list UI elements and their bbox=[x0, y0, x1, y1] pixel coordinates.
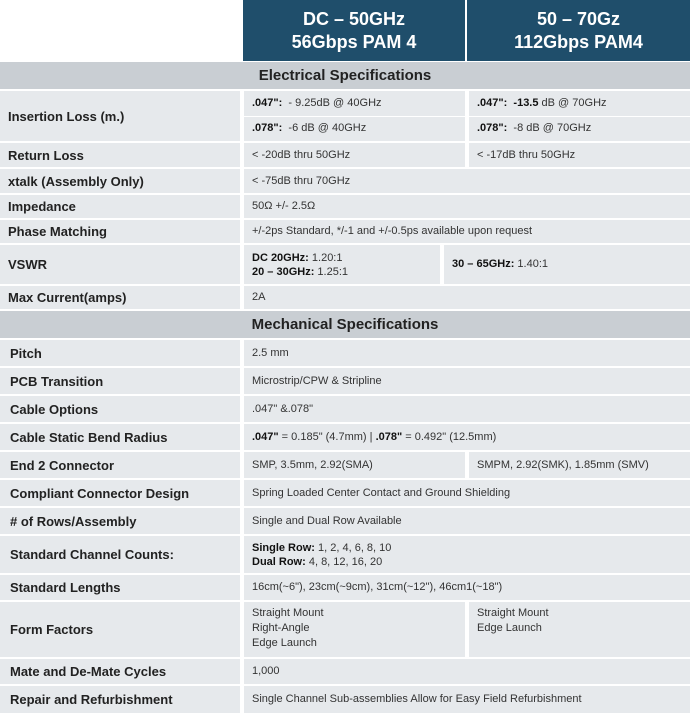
label-standard-lengths: Standard Lengths bbox=[0, 575, 242, 600]
cell-bend-radius bbox=[244, 424, 690, 450]
label-compliant-design: Compliant Connector Design bbox=[0, 480, 242, 506]
cell-vswr-low bbox=[244, 245, 442, 284]
label-pcb-transition: PCB Transition bbox=[0, 368, 242, 394]
vswr-30-65-value: 1.40:1 bbox=[514, 258, 549, 270]
insertion-loss-70-047-key: .047": bbox=[477, 96, 508, 109]
cell-insertion-loss-dc50 bbox=[244, 91, 467, 141]
cell-pcb-transition: Microstrip/CPW & Stripline bbox=[244, 368, 690, 394]
insertion-loss-047-key: .047": bbox=[252, 96, 283, 109]
vswr-dc20-key: DC 20GHz: bbox=[252, 251, 309, 264]
insertion-loss-078-key: .078": bbox=[252, 122, 283, 135]
label-insertion-loss: Insertion Loss (m.) bbox=[0, 91, 242, 141]
insertion-loss-70-047 bbox=[469, 91, 690, 117]
channel-single-value: 1, 2, 4, 6, 8, 10 bbox=[314, 541, 392, 554]
bend-047-key: .047" bbox=[252, 431, 279, 443]
cell-mate-cycles: 1,000 bbox=[244, 659, 690, 684]
header-col2-line2: 112Gbps PAM4 bbox=[514, 31, 643, 52]
channel-single-key: Single Row: bbox=[252, 541, 315, 554]
row-phase-matching bbox=[0, 220, 690, 244]
cell-channel-counts bbox=[244, 536, 690, 573]
row-vswr bbox=[0, 245, 690, 285]
row-compliant-design bbox=[0, 480, 690, 507]
cell-compliant-design: Spring Loaded Center Contact and Ground Shielding bbox=[244, 480, 690, 506]
channel-single-row bbox=[252, 541, 690, 555]
channel-dual-value: 4, 8, 12, 16, 20 bbox=[305, 555, 383, 568]
label-channel-counts: Standard Channel Counts: bbox=[0, 536, 242, 573]
channel-dual-key: Dual Row: bbox=[252, 555, 306, 568]
insertion-loss-dc50-047 bbox=[244, 91, 465, 117]
insertion-loss-70-047-num: -13.5 bbox=[507, 96, 539, 109]
insertion-loss-70-078 bbox=[469, 117, 690, 142]
label-end2-connector: End 2 Connector bbox=[0, 452, 242, 478]
label-impedance: Impedance bbox=[0, 195, 242, 218]
cell-rows-assembly: Single and Dual Row Available bbox=[244, 508, 690, 534]
label-return-loss: Return Loss bbox=[0, 143, 242, 167]
row-max-current bbox=[0, 286, 690, 310]
row-end2-connector bbox=[0, 452, 690, 479]
bend-078-value: = 0.492" (12.5mm) bbox=[402, 431, 497, 443]
form-straight-mount: Straight Mount bbox=[252, 607, 324, 619]
label-cable-options: Cable Options bbox=[0, 396, 242, 422]
cell-impedance: 50Ω +/- 2.5Ω bbox=[244, 195, 690, 218]
vswr-20-30-key: 20 – 30GHz: bbox=[252, 265, 315, 278]
vswr-dc20 bbox=[252, 251, 440, 265]
section-mechanical-title: Mechanical Specifications bbox=[251, 316, 439, 333]
vswr-30-65-key: 30 – 65GHz: bbox=[452, 258, 515, 270]
label-vswr: VSWR bbox=[0, 245, 242, 284]
cell-vswr-high bbox=[444, 245, 690, 284]
vswr-20-30 bbox=[252, 265, 440, 279]
insertion-loss-dc50-078 bbox=[244, 117, 465, 142]
section-electrical-title: Electrical Specifications bbox=[258, 67, 432, 84]
cell-repair: Single Channel Sub-assemblies Allow for Easy Field Refurbishment bbox=[244, 686, 690, 713]
form-edge-launch: Edge Launch bbox=[252, 637, 317, 649]
cell-end2-dc50: SMP, 3.5mm, 2.92(SMA) bbox=[244, 452, 467, 478]
label-mate-cycles: Mate and De-Mate Cycles bbox=[0, 659, 242, 684]
bend-078-key: .078" bbox=[375, 431, 403, 443]
vswr-30-65 bbox=[452, 257, 690, 272]
label-rows-assembly: # of Rows/Assembly bbox=[0, 508, 242, 534]
cell-return-loss-50-70: < -17dB thru 50GHz bbox=[469, 143, 690, 167]
cell-return-loss-dc50: < -20dB thru 50GHz bbox=[244, 143, 467, 167]
vswr-dc20-value: 1.20:1 bbox=[308, 251, 343, 264]
cell-cable-options: .047" &.078" bbox=[244, 396, 690, 422]
row-rows-assembly bbox=[0, 508, 690, 535]
label-bend-radius: Cable Static Bend Radius bbox=[0, 424, 242, 450]
cell-max-current: 2A bbox=[244, 286, 690, 309]
row-repair bbox=[0, 686, 690, 713]
row-insertion-loss bbox=[0, 91, 690, 142]
row-bend-radius bbox=[0, 424, 690, 451]
channel-dual-row bbox=[252, 555, 690, 569]
header-col2-line1: 50 – 70Gz bbox=[536, 8, 621, 29]
label-repair: Repair and Refurbishment bbox=[0, 686, 242, 713]
insertion-loss-047-value: - 9.25dB @ 40GHz bbox=[282, 96, 382, 109]
row-channel-counts bbox=[0, 536, 690, 574]
cell-phase-matching: +/-2ps Standard, */-1 and +/-0.5ps available upon request bbox=[244, 220, 690, 243]
row-cable-options bbox=[0, 396, 690, 423]
form-straight-mount-70: Straight Mount bbox=[477, 607, 549, 619]
header-col1-line1: DC – 50GHz bbox=[302, 8, 406, 29]
cell-end2-50-70: SMPM, 2.92(SMK), 1.85mm (SMV) bbox=[469, 452, 690, 478]
row-pitch bbox=[0, 340, 690, 367]
row-pcb-transition bbox=[0, 368, 690, 395]
section-electrical bbox=[0, 62, 690, 90]
row-standard-lengths bbox=[0, 575, 690, 601]
cell-insertion-loss-50-70 bbox=[469, 91, 690, 141]
form-edge-launch-70: Edge Launch bbox=[477, 622, 542, 634]
section-mechanical bbox=[0, 311, 690, 339]
row-impedance bbox=[0, 195, 690, 219]
row-xtalk bbox=[0, 169, 690, 194]
cell-form-factors-dc50 bbox=[244, 602, 467, 657]
label-xtalk: xtalk (Assembly Only) bbox=[0, 169, 242, 193]
cell-standard-lengths: 16cm(~6"), 23cm(~9cm), 31cm(~12"), 46cm1(~18") bbox=[244, 575, 690, 600]
insertion-loss-70-078-value: -8 dB @ 70GHz bbox=[507, 122, 592, 135]
insertion-loss-078-value: -6 dB @ 40GHz bbox=[282, 122, 367, 135]
row-return-loss bbox=[0, 143, 690, 168]
header-col-dc-50ghz bbox=[243, 0, 465, 61]
row-form-factors bbox=[0, 602, 690, 658]
header-col-50-70ghz bbox=[467, 0, 690, 61]
bend-047-value: = 0.185" (4.7mm) | bbox=[278, 431, 376, 443]
row-mate-cycles bbox=[0, 659, 690, 685]
cell-xtalk: < -75dB thru 70GHz bbox=[244, 169, 690, 193]
insertion-loss-70-047-value: dB @ 70GHz bbox=[538, 96, 607, 109]
vswr-20-30-value: 1.25:1 bbox=[314, 265, 349, 278]
insertion-loss-70-078-key: .078": bbox=[477, 122, 508, 135]
form-right-angle: Right-Angle bbox=[252, 622, 310, 634]
cell-pitch: 2.5 mm bbox=[244, 340, 690, 366]
header-col1-line2: 56Gbps PAM 4 bbox=[291, 31, 417, 52]
label-max-current: Max Current(amps) bbox=[0, 286, 242, 309]
label-phase-matching: Phase Matching bbox=[0, 220, 242, 243]
label-pitch: Pitch bbox=[0, 340, 242, 366]
cell-form-factors-50-70 bbox=[469, 602, 690, 657]
label-form-factors: Form Factors bbox=[0, 602, 242, 657]
